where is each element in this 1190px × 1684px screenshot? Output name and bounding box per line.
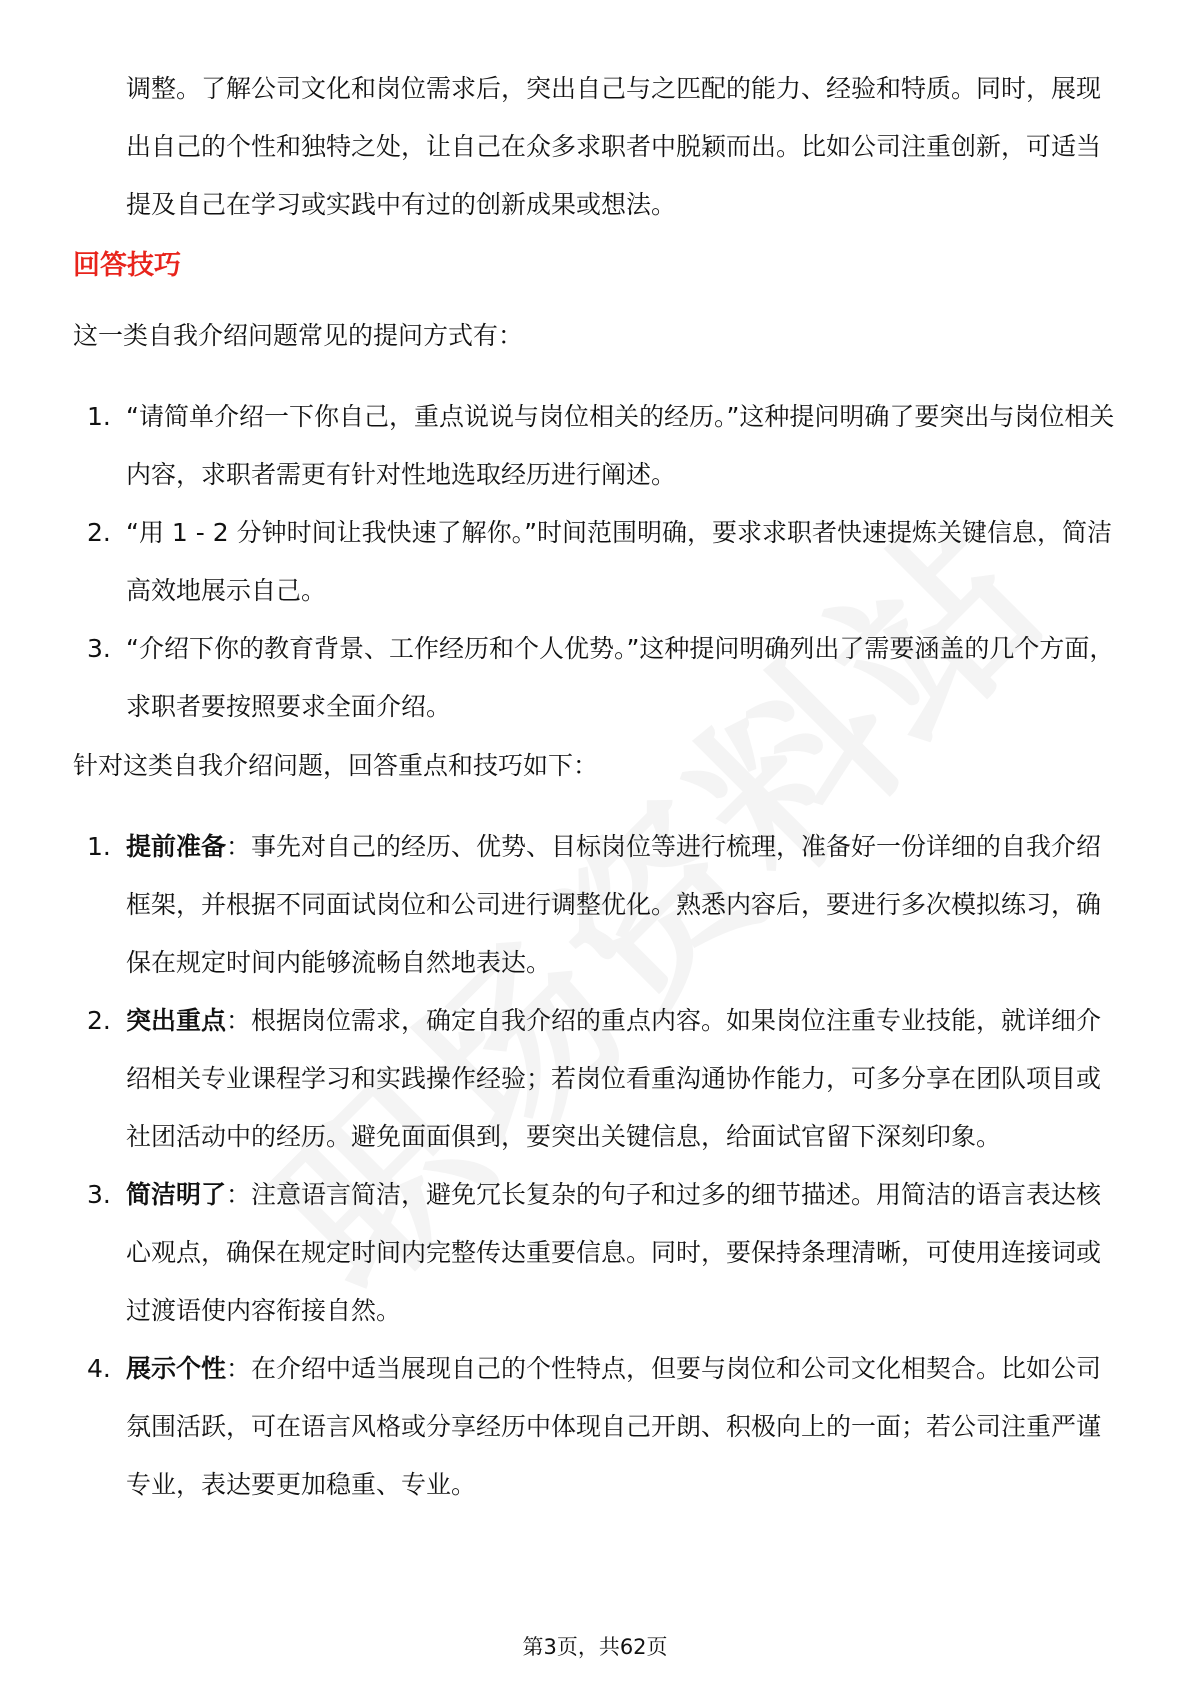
- list-number: 1.: [87, 832, 111, 861]
- list-item: [73, 818, 1123, 992]
- list-number: 1.: [87, 402, 111, 431]
- tip-title: 展示个性: [126, 1354, 227, 1383]
- tips-list: [73, 818, 1123, 1514]
- list-number: 3.: [87, 634, 111, 663]
- intro-paragraph: 调整。了解公司文化和岗位需求后，突出自己与之匹配的能力、经验和特质。同时，展现出自己的个性和独特之处，让自己在众多求职者中脱颖而出。比如公司注重创新，可适当提及自己在学习或实践中有过的创新成果或想法。: [126, 74, 1102, 219]
- tip-text: ：注意语言简洁，避免冗长复杂的句子和过多的细节描述。用简洁的语言表达核心观点，确保在规定时间内完整传达重要信息。同时，要保持条理清晰，可使用连接词或过渡语使内容衔接自然。: [126, 1180, 1102, 1325]
- tip-text: ：事先对自己的经历、优势、目标岗位等进行梳理，准备好一份详细的自我介绍框架，并根据不同面试岗位和公司进行调整优化。熟悉内容后，要进行多次模拟练习，确保在规定时间内能够流畅自然地表达。: [126, 832, 1102, 977]
- list-item: [73, 992, 1123, 1166]
- list-number: 2.: [87, 1006, 111, 1035]
- tip-title: 简洁明了: [126, 1180, 227, 1209]
- questions-intro: 这一类自我介绍问题常见的提问方式有：: [73, 321, 524, 350]
- list-item: [73, 1166, 1123, 1340]
- list-number: 3.: [87, 1180, 111, 1209]
- list-item: [73, 388, 1123, 504]
- question-text: “请简单介绍一下你自己，重点说说与岗位相关的经历。”这种提问明确了要突出与岗位相关内容，求职者需更有针对性地选取经历进行阐述。: [126, 402, 1115, 489]
- list-item: [73, 620, 1123, 736]
- question-text: “介绍下你的教育背景、工作经历和个人优势。”这种提问明确列出了需要涵盖的几个方面，求职者要按照要求全面介绍。: [126, 634, 1115, 721]
- list-number: 4.: [87, 1354, 111, 1383]
- tip-title: 突出重点: [126, 1006, 227, 1035]
- tip-text: ：根据岗位需求，确定自我介绍的重点内容。如果岗位注重专业技能，就详细介绍相关专业课程学习和实践操作经验；若岗位看重沟通协作能力，可多分享在团队项目或社团活动中的经历。避免面面俱到，要突出关键信息，给面试官留下深刻印象。: [126, 1006, 1102, 1151]
- section-heading: 回答技巧: [73, 250, 181, 281]
- question-text: “用 1 - 2 分钟时间让我快速了解你。”时间范围明确，要求求职者快速提炼关键信息，简洁高效地展示自己。: [126, 518, 1113, 605]
- list-item: [73, 504, 1123, 620]
- questions-list: [73, 388, 1123, 736]
- page-footer: 第3页，共62页: [522, 1635, 668, 1659]
- tip-title: 提前准备: [126, 832, 227, 861]
- list-number: 2.: [87, 518, 111, 547]
- tip-text: ：在介绍中适当展现自己的个性特点，但要与岗位和公司文化相契合。比如公司氛围活跃，可在语言风格或分享经历中体现自己开朗、积极向上的一面；若公司注重严谨专业，表达要更加稳重、专业。: [126, 1354, 1102, 1499]
- list-item: [73, 1340, 1123, 1514]
- tips-intro: 针对这类自我介绍问题，回答重点和技巧如下：: [73, 751, 599, 780]
